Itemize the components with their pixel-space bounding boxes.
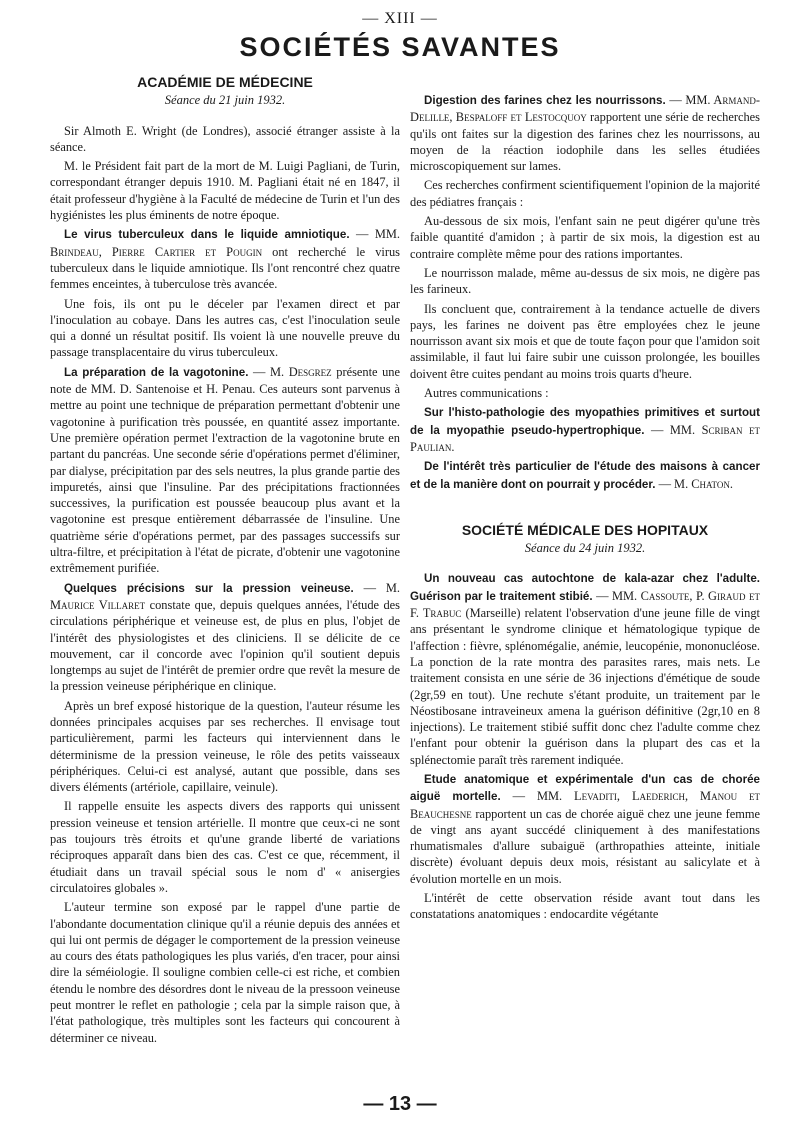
section-title-academie: ACADÉMIE DE MÉDECINE bbox=[137, 74, 313, 90]
topic-myopathie: Sur l'histo-pathologie des myopathies primitives et surtout de la myopathie pseudo-hypertrophique. bbox=[410, 406, 760, 437]
topic-pression: Quelques précisions sur la pression veineuse. bbox=[64, 581, 354, 595]
paragraph-farines-3: Au-dessous de six mois, l'enfant sain ne peut digérer qu'une très faible quantité d'amidon ; à partir de six mois, la digestion est au contraire complète même pour des rations importantes. bbox=[410, 214, 760, 261]
text-farines: rapportent une série de recherches qu'ils ont faites sur la digestion des farines chez les nourrissons, au moyen de la réaction iodophile dans les selles étudiées microscopiquement sur lames. bbox=[410, 110, 760, 174]
paragraph-farines-5: Ils concluent que, contrairement à la tendance actuelle de divers pays, les farines ne doivent pas être employées chez le jeune nourrisson avant six mois et que de toute façon pour que l'amidon soit assimilable, il faut lui faire subir une cuisson prolongée, les bouilles doivent être cuites pendant au moins trois quarts d'heure. bbox=[410, 301, 760, 381]
paragraph-pression-4: L'auteur termine son exposé par le rappel d'une partie de l'abondante documentation clinique qu'il a réunie depuis des années et qui lui ont permis de dégager le comportement de la pression veineuse au cours des états pathologiques les plus variés, d'en tracer, pour ainsi dire la séméiologie. Il souligne combien celle-ci est riche, et combien étendu le nombre des désordres dont le niveau de la pressoon veineuse peut montrer le reflet en pathologie ; cela par la simple raison que, à l'état pathologique, très multiples sont les facteurs qui concourent à déterminer ce niveau. bbox=[50, 900, 400, 1045]
paragraph-farines-4: Le nourrisson malade, même au-dessus de six mois, ne digère pas les farineux. bbox=[410, 265, 760, 297]
authors-pression: — M. Maurice Villaret bbox=[50, 580, 401, 612]
paragraph-autres: Autres communications : bbox=[424, 386, 549, 401]
paragraph-farines bbox=[410, 92, 760, 174]
section-gap bbox=[410, 496, 760, 522]
paragraph-virus bbox=[50, 226, 400, 292]
paragraph-farines-2: Ces recherches confirment scientifiquement l'opinion de la majorité des pédiatres français : bbox=[410, 178, 760, 209]
text-choree: rapportent un cas de chorée aiguë chez une jeune femme de vingt ans ayant succédé cliniquement à des manifestations rhumatismales d'allure subaiguë (arthropathies atteinte, initiale discrète) évoluant depuis deux mois, résistant au salicylate et à évolution mortelle en un mois. bbox=[410, 806, 760, 886]
authors-vago: — M. Desgrez bbox=[248, 364, 332, 379]
paragraph-pression-3: Il rappelle ensuite les aspects divers des rapports qui unissent pression veineuse et tension artérielle. Il montre que ceux-ci ne sont pas toujours très étroits et qu'une grande liberté de variations réciproques apparaît dans bien des cas. C'est ce que, récemment, il étudiait dans un travail spécial sous le nom d' « anisergies circulatoires globales ». bbox=[50, 799, 400, 895]
paragraph-kala bbox=[410, 570, 760, 768]
paragraph-choree bbox=[410, 771, 760, 887]
paragraph-pression-2: Après un bref exposé historique de la question, l'auteur résume les données principales acquises par ses recherches. Il envisage tout particulièrement, parmi les facteurs qui interviennent dans le déterminisme de la pression veineuse, le rôle des petits vaisseaux périphériques. Celui-ci est analysé, autant que possible, dans ses divers éléments (artériole, capillaire, veinule). bbox=[50, 698, 400, 795]
topic-maisons: De l'intérêt très particulier de l'étude des maisons à cancer et de la manière dont on pourrait y procéder. bbox=[410, 460, 760, 491]
folio-roman-numeral: — XIII — bbox=[362, 10, 438, 27]
topic-virus: Le virus tuberculeux dans le liquide amniotique. bbox=[64, 228, 350, 242]
section-title-smh: SOCIÉTÉ MÉDICALE DES HOPITAUX bbox=[461, 521, 709, 538]
paragraph-choree-2: L'intérêt de cette observation réside avant tout dans les constatations anatomiques : endocardite végétante bbox=[410, 891, 760, 922]
authors-choree: — MM. Levaditi, Laederich, Manou et Beauchesne bbox=[410, 789, 760, 821]
paragraph-virus-2: Une fois, ils ont pu le déceler par l'examen direct et par l'inoculation au cobaye. Dans les autres cas, c'est l'inoculation seule qui a donné un résultat positif. Ils voient là une nouvelle preuve du passage transplacentaire du virus tuberculeux. bbox=[50, 296, 400, 360]
paragraph-maisons bbox=[410, 458, 760, 493]
paragraph-wright: Sir Almoth E. Wright (de Londres), associé étranger assiste à la séance. bbox=[50, 123, 400, 154]
paragraph-pagliani: M. le Président fait part de la mort de M. Luigi Pagliani, de Turin, correspondant étranger depuis 1910. M. Pagliani était né en 1847, il était professeur d'hygiène à la Faculté de médecine de Turin et l'un des hygiénistes les plus éminents de notre époque. bbox=[50, 159, 400, 223]
authors-virus: — MM. Brindeau, Pierre Cartier et Pougin bbox=[50, 227, 400, 259]
authors-maisons: — M. Chaton. bbox=[655, 476, 733, 491]
authors-kala: — MM. Cassoute, P. Giraud et F. Trabuc bbox=[410, 588, 760, 621]
text-pression: constate que, depuis quelques années, l'étude des circulations périphérique et veineuse est, de plus en plus, l'objet de l'intérêt des physiologistes et des cliniciens. Il se délicite de ce mouvement, car il concorde avec l'opinion qu'il soutient depuis longtemps au sujet de l'intérêt de premier ordre que revêt la mesure de la pression veineuse périphérique en clinique. bbox=[50, 597, 400, 694]
topic-choree: Etude anatomique et expérimentale d'un cas de chorée aiguë mortelle. bbox=[410, 772, 760, 804]
topic-farines: Digestion des farines chez les nourrissons. bbox=[424, 94, 666, 107]
page-title: SOCIÉTÉS SAVANTES bbox=[239, 32, 561, 62]
authors-farines: — MM. Armand-Delille, Bespaloff et Lestocquoy bbox=[410, 93, 760, 125]
paragraph-pression bbox=[50, 580, 400, 695]
topic-kala: Un nouveau cas autochtone de kala-azar chez l'adulte. Guérison par le traitement stibié. bbox=[410, 572, 760, 603]
page-number: — 13 — bbox=[363, 1093, 437, 1115]
text-kala: (Marseille) relatent l'observation d'une jeune fille de vingt ans présentant le syndrome clinique et hématologique typique de l'affection : fièvre, splénomégalie, anémie, leucopénie, mononucléose. La ponction de la rate montra des parasites rares, mais nets. Le traitement consista en une série de 36 injections d'émétique de soude (2gr,59 en tout). Une rechute s'étant produite, un traitement par le Néostibosane intraveineux amena la guérison définitive (2gr,10 en 8 injections). Le traitement stibié suffit donc chez l'adulte comme chez l'enfant pour obtenir la guérison dans la plupart des cas et la splénectomie paraît très rarement indiquée. bbox=[410, 606, 760, 767]
column-right bbox=[410, 92, 760, 926]
section-date-smh: Séance du 24 juin 1932. bbox=[524, 541, 646, 556]
text-virus: ont recherché le virus tuberculeux dans le liquide amniotique. Ils l'ont rencontré chez quatre femmes enceintes, à tuberculose très avancée. bbox=[50, 244, 400, 292]
section-date-academie: Séance du 21 juin 1932. bbox=[164, 93, 286, 108]
text-vago: présente une note de MM. D. Santenoise et H. Penau. Ces auteurs sont parvenus à mettre au point une technique de préparation permettant d'obtenir une vagotonine à purification très poussée, en quantité assez importante. Une première opération permet l'extraction de la vagotonine brute en partant du pancréas. Une seconde série d'opérations permet d'éliminer, par dialyse, précipitation par des sels neutres, la plus grande partie des impuretés, ainsi que l'insuline. Par des précipitations fractionnées successives, la purification est poussée beaucoup plus avant et la vagotonine est presque entièrement débarrassée de l'insuline. Une quatrième série d'opérations permet, par des passages successifs sur ultra-filtre, et précipitation à l'état de picrate, d'obtenir une vagotonine extrêmement purifiée. bbox=[50, 364, 401, 576]
column-left bbox=[50, 74, 400, 1049]
paragraph-vago bbox=[50, 364, 400, 577]
authors-myopathie: — MM. Scriban et Paulian. bbox=[410, 422, 760, 454]
paragraph-myopathie bbox=[410, 404, 760, 455]
topic-vago: La préparation de la vagotonine. bbox=[64, 365, 249, 379]
